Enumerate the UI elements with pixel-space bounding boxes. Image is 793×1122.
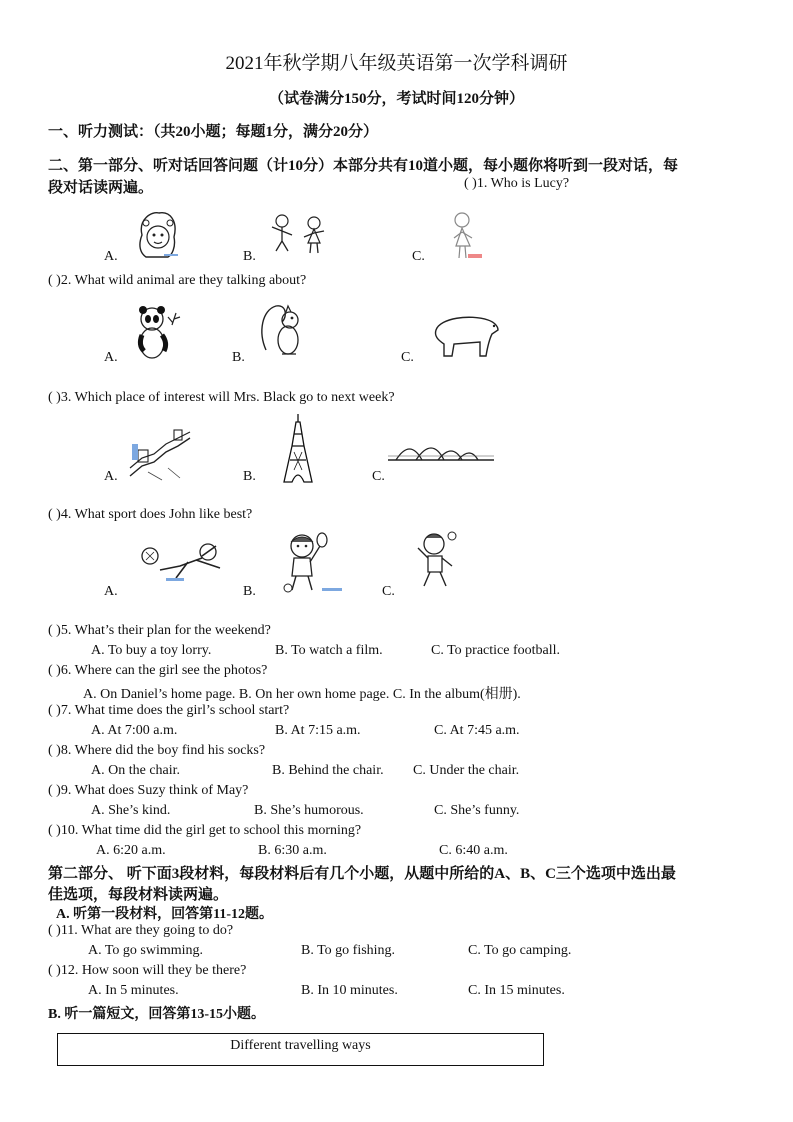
tennis-boy-icon	[276, 532, 346, 596]
question-7: ( )7. What time does the girl’s school start?	[48, 703, 290, 718]
q2-option-b: B.	[232, 350, 245, 365]
girl-standing-icon	[446, 210, 486, 264]
page-subtitle: （试卷满分150分，考试时间120分钟）	[268, 91, 524, 107]
question-12: ( )12. How soon will they be there?	[48, 963, 247, 978]
q6-options: A. On Daniel’s home page. B. On her own home page. C. In the album(相册).	[83, 687, 521, 702]
q12-option-a: A. In 5 minutes.	[88, 983, 179, 998]
q3-option-c: C.	[372, 469, 385, 484]
squirrel-icon	[258, 302, 310, 360]
question-3: ( )3. Which place of interest will Mrs. Black go to next week?	[48, 390, 395, 405]
question-5: ( )5. What’s their plan for the weekend?	[48, 623, 271, 638]
page-title: 2021年秋学期八年级英语第一次学科调研	[225, 53, 568, 74]
question-1: ( )1. Who is Lucy?	[464, 176, 570, 191]
question-11: ( )11. What are they going to do?	[48, 923, 234, 938]
q3-option-a: A.	[104, 469, 118, 484]
great-wall-icon	[128, 428, 194, 482]
two-kids-icon	[266, 213, 332, 255]
q9-option-a: A. She’s kind.	[91, 803, 171, 818]
part2-instruction-line1: 第二部分、 听下面3段材料，每段材料后有几个小题，从题中所给的A、B、C三个选项中选出最	[48, 866, 676, 882]
q12-option-b: B. In 10 minutes.	[301, 983, 398, 998]
soccer-kick-icon	[136, 540, 228, 584]
part1-instruction-line1: 二、第一部分、听对话回答问题（计10分）本部分共有10道小题，每小题你将听到一段对话，每	[48, 158, 679, 174]
q8-option-b: B. Behind the chair.	[272, 763, 384, 778]
q11-option-c: C. To go camping.	[468, 943, 572, 958]
opera-house-icon	[386, 436, 496, 464]
bear-icon	[430, 310, 502, 360]
q7-option-b: B. At 7:15 a.m.	[275, 723, 361, 738]
jumping-boy-icon	[414, 530, 458, 592]
question-4: ( )4. What sport does John like best?	[48, 507, 253, 522]
q10-option-a: A. 6:20 a.m.	[96, 843, 166, 858]
q7-option-c: C. At 7:45 a.m.	[434, 723, 520, 738]
q8-option-a: A. On the chair.	[91, 763, 181, 778]
q5-option-a: A. To buy a toy lorry.	[91, 643, 212, 658]
q8-option-c: C. Under the chair.	[413, 763, 520, 778]
q10-option-c: C. 6:40 a.m.	[439, 843, 508, 858]
q2-option-a: A.	[104, 350, 118, 365]
table-title: Different travelling ways	[230, 1038, 371, 1053]
part2-section-a: A. 听第一段材料，回答第11-12题。	[56, 907, 273, 922]
q5-option-b: B. To watch a film.	[275, 643, 383, 658]
q4-option-b: B.	[243, 584, 256, 599]
part2-section-b: B. 听一篇短文，回答第13-15小题。	[48, 1007, 265, 1022]
q1-option-a: A.	[104, 249, 118, 264]
q1-option-b: B.	[243, 249, 256, 264]
q12-option-c: C. In 15 minutes.	[468, 983, 565, 998]
q3-option-b: B.	[243, 469, 256, 484]
eiffel-tower-icon	[280, 412, 316, 484]
q4-option-c: C.	[382, 584, 395, 599]
girl-face-icon	[134, 209, 180, 259]
q11-option-a: A. To go swimming.	[88, 943, 204, 958]
part1-instruction-line2: 段对话读两遍。	[48, 180, 154, 196]
question-6: ( )6. Where can the girl see the photos?	[48, 663, 268, 678]
q2-option-c: C.	[401, 350, 414, 365]
section-listening-heading: 一、听力测试：（共20小题；每题1分，满分20分）	[48, 124, 379, 140]
q5-option-c: C. To practice football.	[431, 643, 561, 658]
question-10: ( )10. What time did the girl get to school this morning?	[48, 823, 362, 838]
table-header-box	[57, 1033, 544, 1066]
part2-instruction-line2: 佳选项，每段材料读两遍。	[48, 887, 229, 903]
q1-option-c: C.	[412, 249, 425, 264]
q11-option-b: B. To go fishing.	[301, 943, 396, 958]
panda-icon	[134, 305, 186, 363]
q4-option-a: A.	[104, 584, 118, 599]
q10-option-b: B. 6:30 a.m.	[258, 843, 327, 858]
q7-option-a: A. At 7:00 a.m.	[91, 723, 178, 738]
question-8: ( )8. Where did the boy find his socks?	[48, 743, 266, 758]
question-2: ( )2. What wild animal are they talking about?	[48, 273, 307, 288]
q9-option-b: B. She’s humorous.	[254, 803, 364, 818]
q9-option-c: C. She’s funny.	[434, 803, 520, 818]
question-9: ( )9. What does Suzy think of May?	[48, 783, 249, 798]
